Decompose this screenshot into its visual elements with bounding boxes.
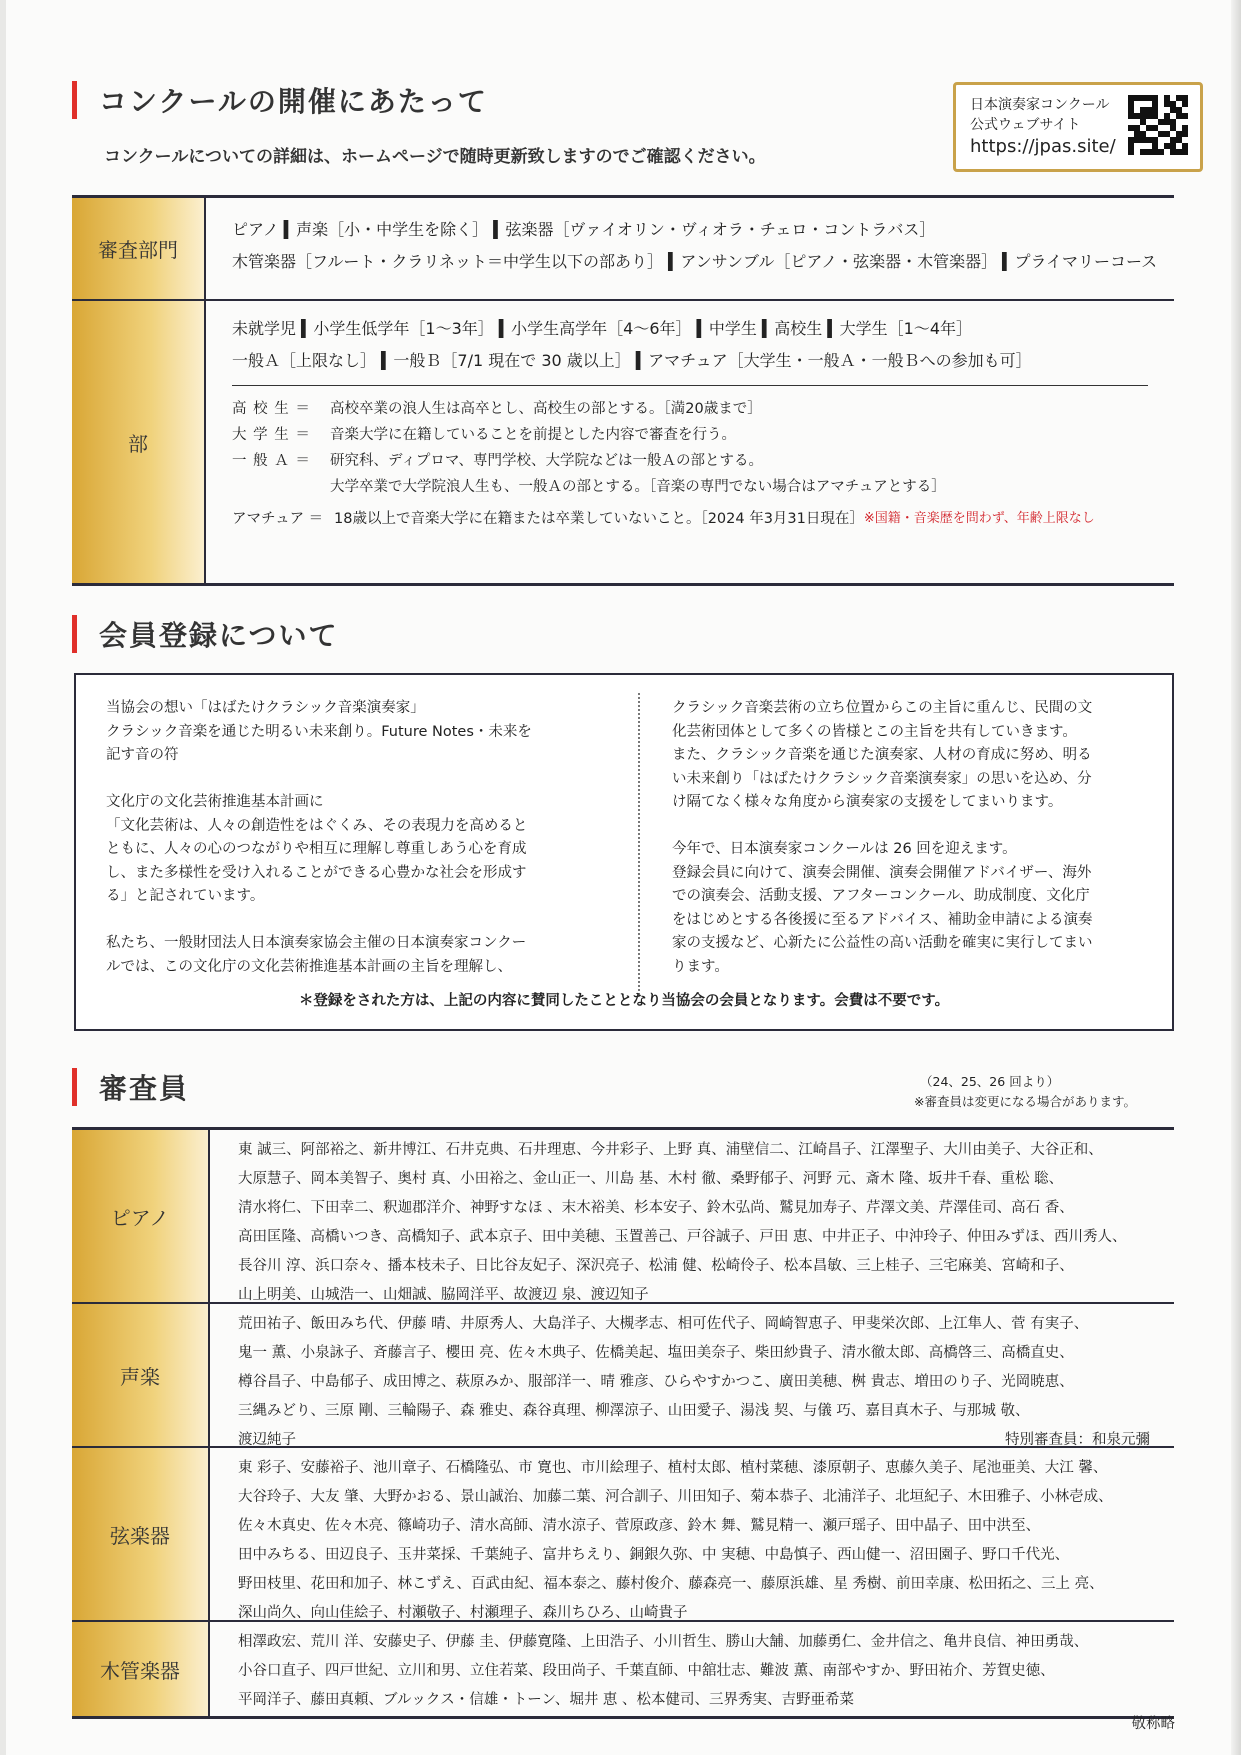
definition-row bbox=[232, 474, 1148, 500]
row-label: 声楽 bbox=[72, 1304, 210, 1446]
membership-note: ＊登録をされた方は、上記の内容に賛同したこととなり当協会の会員となります。会費は不要です。 bbox=[298, 993, 950, 1009]
divisions-line: 未就学児 ▍小学生低学年［1～3年］ ▍小学生高学年［4～6年］ ▍中学生 ▍高校生 ▍大学生［1～4年］ bbox=[232, 319, 973, 338]
paragraph-line: での演奏会、活動支援、アフターコンクール、助成制度、文化庁 bbox=[672, 888, 1090, 904]
judges-line: 高田匡隆、高橋いつき、高橋知子、武本京子、田中美穂、玉置善己、戸谷誠子、戸田 恵、中井正子、中沖玲子、仲田みずほ、西川秀人、 bbox=[238, 1229, 1127, 1245]
heading-accent-bar bbox=[72, 1068, 77, 1106]
judges-line: 佐々木真史、佐々木亮、篠崎功子、清水高師、清水涼子、菅原政彦、鈴木 舞、鷲見精一、瀬戸瑶子、田中晶子、田中洪至、 bbox=[238, 1518, 1041, 1534]
section-heading-contest bbox=[72, 80, 488, 120]
definition-row bbox=[232, 422, 1148, 448]
paragraph-line: クラシック音楽を通じた明るい未来創り。Future Notes・未来を bbox=[106, 723, 532, 740]
section-heading-judges bbox=[72, 1067, 189, 1107]
paragraph-line bbox=[106, 768, 626, 792]
table-row bbox=[72, 1130, 1174, 1304]
row-label: 審査部門 bbox=[72, 198, 206, 299]
website-box[interactable] bbox=[953, 82, 1203, 172]
heading-accent-bar bbox=[72, 615, 77, 653]
section-title: 会員登録について bbox=[99, 619, 339, 652]
definition-key: 一 般 Ａ ＝ bbox=[232, 453, 311, 469]
row-label: 部 bbox=[72, 301, 206, 583]
judges-line: 清水将仁、下田幸二、釈迦郡洋介、神野すなほ 、末木裕美、杉本安子、鈴木弘尚、鷲見加寿子、芹澤文美、芹澤佳司、高石 香、 bbox=[238, 1200, 1074, 1216]
judges-line: 小谷口直子、四戸世紀、立川和男、立住若菜、段田尚子、千葉直師、中舘壮志、難波 薫、南部やすか、野田祐介、芳賀史徳、 bbox=[238, 1663, 1055, 1679]
honorifics-omitted: 敬称略 bbox=[1131, 1716, 1175, 1732]
judges-line: 大原慧子、岡本美智子、奥村 真、小田裕之、金山正一、川島 基、木村 徹、桑野郁子、河野 元、斎木 隆、坂井千春、重松 聡、 bbox=[238, 1171, 1064, 1187]
paragraph-line bbox=[106, 909, 626, 933]
judges-line: 東 誠三、阿部裕之、新井博江、石井克典、石井理恵、今井彩子、上野 真、浦壁信二、江崎昌子、江澤聖子、大川由美子、大谷正和、 bbox=[238, 1142, 1103, 1158]
membership-text-left bbox=[106, 697, 626, 979]
row-content bbox=[206, 198, 1183, 299]
judges-note bbox=[914, 1072, 1136, 1112]
qr-code-icon[interactable] bbox=[1128, 95, 1188, 157]
definition-list bbox=[232, 396, 1148, 532]
special-judge: 特別審査員：和泉元彌 bbox=[1005, 1432, 1150, 1448]
definition-value: 高校卒業の浪人生は高卒とし、高校生の部とする。［満20歳まで］ bbox=[330, 401, 762, 417]
paragraph-line: ります。 bbox=[672, 958, 729, 975]
paragraph-line: る」と記されています。 bbox=[106, 888, 265, 904]
definition-value: 音楽大学に在籍していることを前提とした内容で審査を行う。 bbox=[330, 427, 736, 443]
judges-line: 樽谷昌子、中島郁子、成田博之、萩原みか、服部洋一、晴 雅彦、ひらやすかつこ、廣田美穂、桝 貴志、増田のり子、光岡暁恵、 bbox=[238, 1374, 1074, 1390]
judges-line: 鬼一 薫、小泉詠子、斉藤言子、櫻田 亮、佐々木典子、佐橋美起、塩田美奈子、柴田紗貴子、清水徹太郎、高橋啓三、高橋直史、 bbox=[238, 1345, 1074, 1361]
paragraph-line: け隔てなく様々な角度から演奏家の支援をしてまいります。 bbox=[672, 794, 1063, 810]
judges-list-piano bbox=[210, 1130, 1174, 1302]
judges-note-2: ※審査員は変更になる場合があります。 bbox=[914, 1094, 1136, 1109]
paragraph-line: をはじめとする各後援に至るアドバイス、補助金申請による演奏 bbox=[672, 911, 1093, 928]
paragraph-line: また、クラシック音楽を通じた演奏家、人材の育成に努め、明る bbox=[672, 747, 1092, 763]
table-row bbox=[72, 1448, 1174, 1622]
paragraph-line: 当協会の想い「はばたけクラシック音楽演奏家」 bbox=[106, 700, 425, 716]
column-divider bbox=[638, 693, 640, 995]
definition-key bbox=[232, 474, 330, 500]
categories-line: 木管楽器［フルート・クラリネット＝中学生以下の部あり］ ▍アンサンブル［ピアノ・弦楽器・木管楽器］ ▍プライマリーコース bbox=[232, 252, 1158, 271]
paragraph-line: 登録会員に向けて、演奏会開催、演奏会開催アドバイザー、海外 bbox=[672, 864, 1092, 881]
judges-line: 大谷玲子、大友 肇、大野かおる、景山誠治、加藤二葉、河合訓子、川田知子、菊本恭子、北浦洋子、北垣紀子、木田雅子、小林壱成、 bbox=[238, 1489, 1113, 1505]
divisions-line: 一般Ａ［上限なし］ ▍一般Ｂ［7/1 現在で 30 歳以上］ ▍アマチュア［大学生・一般Ａ・一般Ｂへの参加も可］ bbox=[232, 351, 1032, 370]
paragraph-line: クラシック音楽芸術の立ち位置からこの主旨に重んじ、民間の文 bbox=[672, 700, 1093, 716]
judges-line: 東 彩子、安藤裕子、池川章子、石橋隆弘、市 寛也、市川絵理子、植村太郎、植村菜穂、漆原朝子、恵藤久美子、尾池亜美、大江 馨、 bbox=[238, 1460, 1108, 1476]
judges-list-woodwind bbox=[210, 1622, 1174, 1716]
definition-value: 大学卒業で大学院浪人生も、一般Ａの部とする。［音楽の専門でない場合はアマチュアとする］ bbox=[330, 479, 946, 495]
amateur-note: ※国籍・音楽歴を問わず、年齢上限なし bbox=[863, 511, 1095, 526]
table-row bbox=[72, 1622, 1174, 1716]
judges-line: 山上明美、山城浩一、山畑誠、脇岡洋平、故渡辺 泉、渡辺知子 bbox=[238, 1287, 649, 1303]
judge-name: 渡辺純子 bbox=[238, 1432, 296, 1448]
paragraph-line: 私たち、一般財団法人日本演奏家協会主催の日本演奏家コンクー bbox=[106, 935, 527, 951]
definition-row bbox=[232, 448, 1148, 474]
section-title: 審査員 bbox=[99, 1072, 190, 1105]
page-edge-left bbox=[0, 0, 6, 1755]
contest-table bbox=[72, 195, 1174, 586]
qr-module bbox=[1182, 149, 1188, 155]
judges-line: 相澤政宏、荒川 洋、安藤史子、伊藤 圭、伊藤寛隆、上田浩子、小川哲生、勝山大舗、加藤勇仁、金井信之、亀井良信、神田勇哉、 bbox=[238, 1634, 1089, 1650]
table-row bbox=[72, 198, 1174, 301]
judges-line: 三縄みどり、三原 剛、三輪陽子、森 雅史、森谷真理、柳澤涼子、山田愛子、湯浅 契、与儀 巧、嘉目真木子、与那城 敬、 bbox=[238, 1403, 1030, 1419]
paragraph-line: 文化庁の文化芸術推進基本計画に bbox=[106, 794, 324, 810]
categories-line: ピアノ ▍声楽［小・中学生を除く］ ▍弦楽器［ヴァイオリン・ヴィオラ・チェロ・コントラバス］ bbox=[232, 220, 936, 239]
membership-text-right bbox=[672, 697, 1162, 979]
row-content bbox=[206, 301, 1174, 583]
paragraph-line: し、また多様性を受け入れることができる心豊かな社会を形成す bbox=[106, 864, 527, 881]
paragraph-line: ともに、人々の心のつながりや相互に理解し尊重しあう心を育成 bbox=[106, 841, 527, 857]
website-label-2: 公式ウェブサイト bbox=[970, 117, 1081, 133]
definition-value: 18歳以上で音楽大学に在籍または卒業していないこと。［2024 年3月31日現在］ bbox=[334, 511, 864, 527]
definition-key: アマチュア ＝ bbox=[232, 511, 324, 527]
paragraph-line: 化芸術団体として多くの皆様とこの主旨を共有していきます。 bbox=[672, 723, 1077, 740]
website-url[interactable]: https://jpas.site/ bbox=[970, 136, 1116, 157]
website-label-1: 日本演奏家コンクール bbox=[970, 97, 1110, 113]
section-heading-membership bbox=[72, 614, 338, 654]
section-title: コンクールの開催にあたって bbox=[99, 85, 488, 118]
row-label: ピアノ bbox=[72, 1130, 210, 1302]
definition-key: 高 校 生 ＝ bbox=[232, 401, 311, 417]
judges-list-strings bbox=[210, 1448, 1174, 1620]
judges-note-1: （24、25、26 回より） bbox=[920, 1074, 1060, 1089]
paragraph-line bbox=[672, 815, 1162, 839]
definition-value: 研究科、ディプロマ、専門学校、大学院などは一般Ａの部とする。 bbox=[330, 453, 763, 469]
table-row bbox=[72, 1304, 1174, 1448]
judges-line: 深山尚久、向山佳絵子、村瀬敬子、村瀬理子、森川ちひろ、山崎貴子 bbox=[238, 1605, 688, 1621]
paragraph-line: い未来創り「はばたけクラシック音楽演奏家」の思いを込め、分 bbox=[672, 770, 1092, 787]
table-row bbox=[72, 301, 1174, 583]
judges-list-vocal bbox=[210, 1304, 1174, 1446]
judges-line: 荒田祐子、飯田みち代、伊藤 晴、井原秀人、大島洋子、大槻孝志、相可佐代子、岡崎智恵子、甲斐栄次郎、上江隼人、菅 有実子、 bbox=[238, 1316, 1089, 1332]
membership-box bbox=[74, 673, 1174, 1031]
definition-key: 大 学 生 ＝ bbox=[232, 427, 311, 443]
judges-table bbox=[72, 1127, 1174, 1719]
page-edge-right bbox=[1231, 0, 1241, 1755]
paragraph-line: 「文化芸術は、人々の創造性をはぐくみ、その表現力を高めると bbox=[106, 817, 528, 834]
judges-line: 野田枝里、花田和加子、林こずえ、百武由紀、福本泰之、藤村俊介、藤森亮一、藤原浜雄、星 秀樹、前田幸康、松田拓之、三上 亮、 bbox=[238, 1576, 1104, 1592]
judges-line: 田中みちる、田辺良子、玉井菜採、千葉純子、富井ちえり、銅銀久弥、中 実穂、中島慎子、西山健一、沼田園子、野口千代光、 bbox=[238, 1547, 1070, 1563]
heading-accent-bar bbox=[72, 81, 77, 119]
paragraph-line: 記す音の符 bbox=[106, 747, 179, 763]
paragraph-line: ルでは、この文化庁の文化芸術推進基本計画の主旨を理解し、 bbox=[106, 958, 512, 975]
judges-line: 平岡洋子、藤田真頼、ブルックス・信雄・トーン、堀井 恵 、松本健司、三界秀実、吉野亜希菜 bbox=[238, 1692, 855, 1708]
row-label: 木管楽器 bbox=[72, 1622, 210, 1716]
judges-line: 長谷川 淳、浜口奈々、播本枝未子、日比谷友妃子、深沢亮子、松浦 健、松崎伶子、松本昌敏、三上桂子、三宅麻美、宮崎和子、 bbox=[238, 1258, 1074, 1274]
lead-text: コンクールについての詳細は、ホームページで随時更新致しますのでご確認ください。 bbox=[104, 147, 766, 167]
paragraph-line: 家の支援など、心新たに公益性の高い活動を確実に実行してまい bbox=[672, 935, 1093, 951]
divider bbox=[232, 385, 1148, 386]
row-label: 弦楽器 bbox=[72, 1448, 210, 1620]
definition-row bbox=[232, 396, 1148, 422]
paragraph-line: 今年で、日本演奏家コンクールは 26 回を迎えます。 bbox=[672, 841, 1017, 857]
definition-row bbox=[232, 506, 1148, 532]
